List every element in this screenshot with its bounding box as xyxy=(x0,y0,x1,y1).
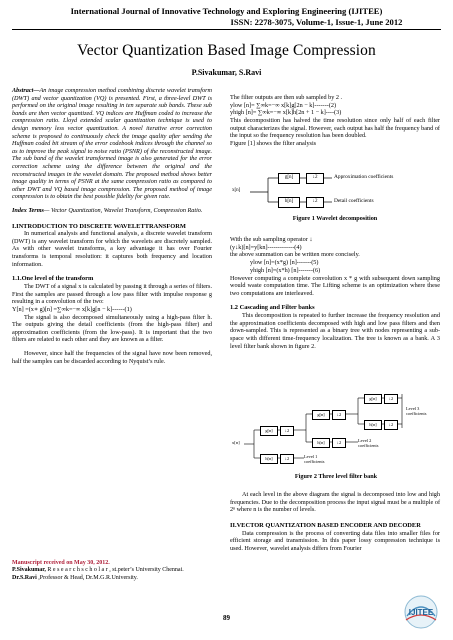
index-terms xyxy=(12,207,212,215)
author-1-note xyxy=(12,567,212,574)
author-2-name: Dr.S.Ravi xyxy=(12,574,37,581)
abstract xyxy=(12,87,212,201)
figure-1-input: x[n] xyxy=(232,188,241,193)
author-1-affiliation: R e s e a r c h s c h o l a r , st.peter’s University Chennai. xyxy=(45,567,184,574)
equation-1: Y[n] =(x∗ g)[n] =∑∞k=−∞ x[k]g[n − k]------(1) xyxy=(12,305,132,313)
section-2-heading: II.VECTOR QUANTIZATION BASED ENCODER AND DECODER xyxy=(230,521,421,529)
section-1-heading: I.INTRODUCTION TO DISCRETE WAVELETTRANSFORM xyxy=(12,222,186,230)
figure-2 xyxy=(232,384,440,484)
figure-2-caption: Figure 2 Three level filter bank xyxy=(294,473,378,480)
author-2-note xyxy=(12,575,212,582)
figure-2-level-1-label: Level 1 coefficients xyxy=(304,454,325,464)
figure-1-detail-label: Detail coefficients xyxy=(334,198,374,204)
figure-1-caption: Figure 1 Wavelet decomposition xyxy=(292,215,378,222)
figure-2-l3-down-h: ↓2 xyxy=(384,420,398,430)
right-paragraph-1b: Figure [1] shows the filter analysis xyxy=(230,139,317,147)
right-paragraph-1: This decomposition has halved the time resolution since only half of each filter output characterizes the signal. However, each output has half the frequency band of the input so the frequency resolution has been doubled. xyxy=(230,117,440,140)
journal-logo xyxy=(398,594,444,630)
figure-1-downsample-1: ↓2 xyxy=(306,173,324,184)
figure-2-level-3-label: Level 3 coefficients xyxy=(406,406,427,416)
figure-2-l2-down-g: ↓2 xyxy=(332,410,346,420)
figure-2-l3-down-g: ↓2 xyxy=(384,394,398,404)
figure-1 xyxy=(230,168,440,228)
figure-2-l1-h: h[n] xyxy=(260,454,278,464)
filter-outputs-intro: The filter outputs are then sub sampled by 2 . xyxy=(230,94,343,101)
figure-2-l2-down-h: ↓2 xyxy=(332,438,346,448)
figure-2-l2-h: h[n] xyxy=(312,438,330,448)
section-1-2-paragraph: This decomposition is repeated to further increase the frequency resolution and the approximation coefficients decomposed with high and low pass filters and then down-sampled. This is represented as a binary tree with nodes representing a sub-space with different time-frequency localization. The tree is known as a bank. A 3 level filter bank shown in figure 2. xyxy=(230,312,440,350)
author-2-affiliation: ,Professor & Head, Dr.M.G.R.University. xyxy=(36,574,138,581)
page-number: 89 xyxy=(223,614,230,622)
section-1-1-paragraph-2: The signal is also decomposed simultaneously using a high-pass filter h. The outputs giving the detail coefficients (from the high-pass filter) and approximation coefficients (from the low-pass). It is important that the two filters are related to each other and they are known as a filter. xyxy=(12,313,212,344)
figure-2-l1-down-g: ↓2 xyxy=(280,426,294,436)
equation-3: yhigh [n]= ∑∞k=−∞ x[k]h[2n + 1 − k]----(3) xyxy=(230,109,342,117)
section-2-paragraph: Data compression is the process of converting data files into smaller files for efficient storage and transmission. In this paper lossy compression technique is used. However, wavelet analysis differs from Fourier xyxy=(230,529,440,552)
figure-2-l2-g: g[n] xyxy=(312,410,330,420)
section-1-1-paragraph-3: However, since half the frequencies of the signal have now been removed, half the samples can be discarded according to Nyquist’s rule. xyxy=(12,350,212,365)
right-paragraph-2: With the sub sampling operator ↓ xyxy=(230,236,313,243)
equation-2: ylow [n]= ∑∞k=−∞ x[k]g[2n − k]-------(2) xyxy=(230,101,337,109)
author-1-name: P.Sivakumar, xyxy=(12,567,46,574)
figure-2-level-2-label: Level 2 coefficients xyxy=(358,438,379,448)
paper-title: Vector Quantization Based Image Compression xyxy=(77,42,376,59)
figure-2-input: x[n] xyxy=(232,440,240,445)
paper-authors: P.Sivakumar, S.Ravi xyxy=(191,68,262,77)
equation-6: yhigh [n]=(x*h) [n]-------(6) xyxy=(250,266,321,274)
right-column-bottom xyxy=(230,491,440,552)
journal-name: International Journal of Innovative Technology and Exploring Engineering (IJITEE) xyxy=(70,6,383,16)
section-1-2-heading: 1.2 Cascading and Filter banks xyxy=(230,304,315,312)
section-1-paragraph: In numerical analysis and functional analysis, a discrete wavelet transform (DWT) is any wavelet transform for which the wavelets are discretely sampled. As with other wavelet transforms, a key advantage it has over Fourier transforms is temporal resolution: it captures both frequency and location information. xyxy=(12,230,212,268)
figure-1-h-filter: h[n] xyxy=(278,197,300,208)
right-paragraph-4: However computing a complete convolution x * g with subsequent down sampling would waste computation time. The Lifting scheme is an optimization where these two computations are interleaved. xyxy=(230,274,440,297)
right-paragraph-5: At each level in the above diagram the signal is decomposed into low and high frequencies. Due to the decomposition process the input signal must be a multiple of 2ⁿ where n is the number of levels. xyxy=(230,491,440,514)
journal-issn: ISSN: 2278-3075, Volume-1, Issue-1, June 2012 xyxy=(230,17,403,27)
header-rule xyxy=(12,29,441,30)
figure-2-l1-g: g[n] xyxy=(260,426,278,436)
index-terms-label: Index Terms xyxy=(12,206,44,214)
abstract-label: Abstract— xyxy=(12,87,40,94)
footnote xyxy=(12,560,212,582)
equation-4: (y↓k)[n]=y[kn]-------------(4) xyxy=(230,243,302,251)
logo-text: IJITEE xyxy=(408,608,434,617)
figure-1-downsample-2: ↓2 xyxy=(306,197,324,208)
figure-2-l3-g: g[n] xyxy=(364,394,382,404)
section-1-1-paragraph-1: The DWT of a signal x is calculated by passing it through a series of filters. First the samples are passed through a low pass filter with impulse response g resulting in a convolution of the two: xyxy=(12,283,212,306)
figure-1-g-filter: g[n] xyxy=(278,173,300,184)
right-paragraph-3: the above summation can be written more concisely. xyxy=(230,251,360,259)
right-column-middle xyxy=(230,236,440,350)
equation-5: ylow [n]=(x*g) [n]-------(5) xyxy=(250,258,319,266)
figure-2-l3-h: h[n] xyxy=(364,420,382,430)
abstract-text: An image compression method combining discrete wavelet transform (DWT) and vector quantization (VQ) is presented. First, a three-level DWT is performed on the original image resulting in ten separate sub bands. These sub bands are then vector quantized. VQ indices are Huffman coded to increase the compression ratio. Lloyd extended scalar quantization technique is used to design memory less vector quantization. A novel iterative error correction scheme is proposed to continuously check the image quality after sending the Huffman coded bit stream of the error codebook indices through the channel so as to improve the peak signal to noise ratio (PSNR) of the reconstructed image. The sub band of the wavelet transformed image is also generated for the error correction scheme using the difference between the original and the reconstructed images in the wavelet domain. The proposed method shows better image quality in terms of PSNR at the same compression ratio as compared to other DWT and VQ based image compression. The proposed method of image compression is to obtain the best possible fidelity for given rate. xyxy=(12,87,212,201)
figure-2-l1-down-h: ↓2 xyxy=(280,454,294,464)
manuscript-received: Manuscript received on May 30, 2012. xyxy=(12,560,110,566)
right-column-top xyxy=(230,94,440,148)
index-terms-text: — Vector Quantization, Wavelet Transform, Compression Ratio. xyxy=(43,206,203,214)
figure-1-approx-label: Approximation coefficients xyxy=(334,174,394,180)
left-column xyxy=(12,87,212,365)
section-1-1-heading: 1.1.One level of the transform xyxy=(12,275,94,283)
